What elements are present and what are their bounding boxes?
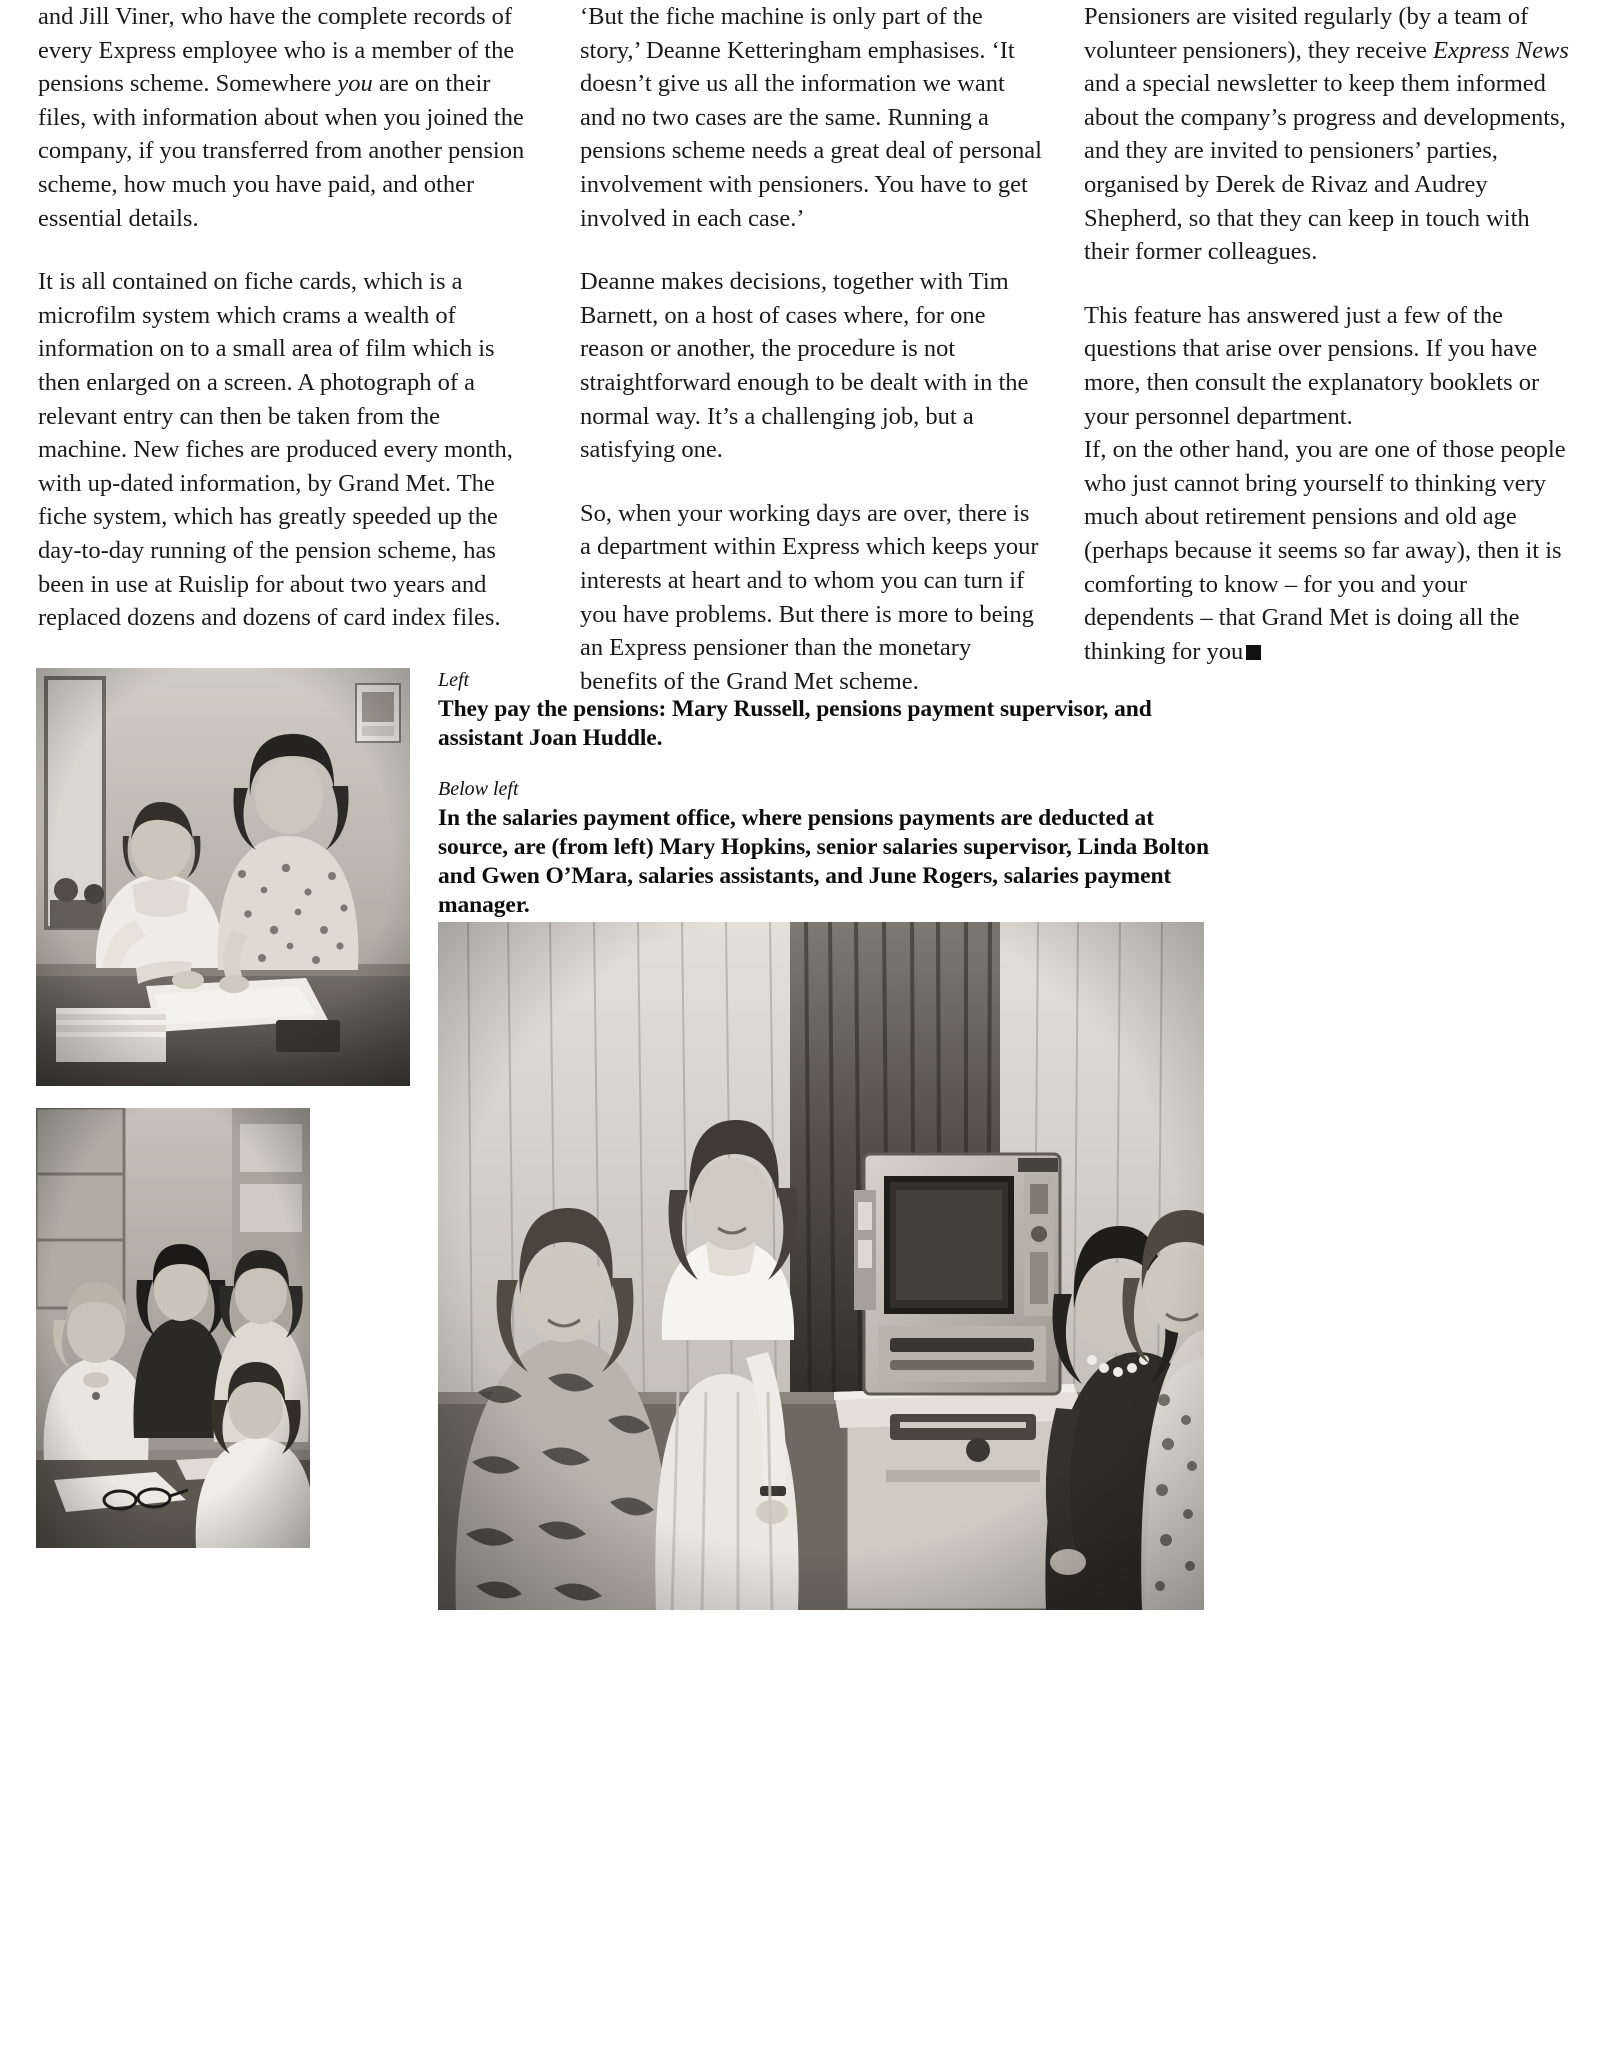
article-paragraph: [1084, 299, 1576, 433]
photo-pensions-team-microfilm: [438, 922, 1204, 1610]
article-paragraph: [38, 0, 530, 235]
caption-left-text: They pay the pensions: Mary Russell, pensions payment supervisor, and assistant Joan Huddle.: [438, 696, 1152, 751]
photo-pensions-payment-desk: [36, 668, 410, 1086]
body-text: Pensioners are visited regularly (by a team of volunteer pensioners), they receive: [1084, 3, 1529, 64]
body-text: and Jill Viner, who have the complete records of every Express employee who is a member of the pensions scheme. Somewhere: [38, 3, 515, 98]
article-paragraph: [1084, 0, 1576, 269]
article-column-3: [1070, 0, 1604, 665]
body-text: It is all contained on fiche cards, which is a microfilm system which crams a wealth of information on to a small area of film which is then enlarged on a screen. A photograph of a relevant entry can then be taken from the machine. New fiches are produced every month, with up-dated information, by Grand Met. The fiche system, which has greatly speeded up the day-to-day running of the pension scheme, has been in use at Ruislip for about two years and replaced dozens and dozens of card index files.: [38, 268, 513, 632]
body-text: So, when your working days are over, there is a department within Express which keeps your interests at heart and to whom you can turn if you have problems. But there is more to being an Express pensioner than the monetary benefits of the Grand Met scheme.: [580, 499, 1039, 695]
article-paragraph: [580, 0, 1044, 235]
article-paragraph: [38, 265, 530, 635]
photo-salaries-payment-office: [36, 1108, 310, 1548]
body-text: and a special newsletter to keep them informed about the company’s progress and developments, and they are invited to pensioners’ parties, organised by Derek de Rivaz and Audrey Shepherd, so that they can keep in touch with their former colleagues.: [1084, 70, 1566, 266]
body-text: are on their files, with information about when you joined the company, if you transferred from another pension scheme, how much you have paid, and other essential details.: [38, 70, 525, 232]
caption-left-kicker: Left: [438, 669, 470, 691]
caption-left: [438, 668, 1228, 753]
article-paragraph: [580, 265, 1044, 467]
article-paragraph: [1084, 433, 1576, 668]
body-text: If, on the other hand, you are one of those people who just cannot bring yourself to thinking very much about retirement pensions and old age (perhaps because it seems so far away), then it is comforting to know – for you and your dependents – that Grand Met is doing all the thinking for you: [1084, 436, 1566, 665]
end-of-article-mark: [1246, 645, 1261, 660]
body-text: This feature has answered just a few of the questions that arise over pensions. If you have more, then consult the explanatory booklets or your personnel department.: [1084, 301, 1540, 430]
article-column-2: [560, 0, 1070, 695]
body-text: Deanne makes decisions, together with Tim Barnett, on a host of cases where, for one reason or another, the procedure is not straightforward enough to be dealt with in the normal way. It’s a challenging job, but a satisfying one.: [580, 268, 1029, 464]
caption-below-left-text: In the salaries payment office, where pensions payments are deducted at source, are (from left) Mary Hopkins, senior salaries supervisor, Linda Bolton and Gwen O’Mara, salaries assistants, and June Rogers, salaries payment manager.: [438, 805, 1209, 918]
caption-below-left-kicker: Below left: [438, 778, 519, 800]
emphasis-text: Express News: [1432, 36, 1569, 64]
article-column-1: [0, 0, 560, 640]
caption-below-left: [438, 777, 1228, 920]
body-text: ‘But the fiche machine is only part of the story,’ Deanne Ketteringham emphasises. ‘It doesn’t give us all the information we want and no two cases are the same. Running a pensions scheme needs a great deal of personal involvement with pensioners. You have to get involved in each case.’: [580, 3, 1042, 232]
emphasis-text: you: [337, 70, 373, 98]
